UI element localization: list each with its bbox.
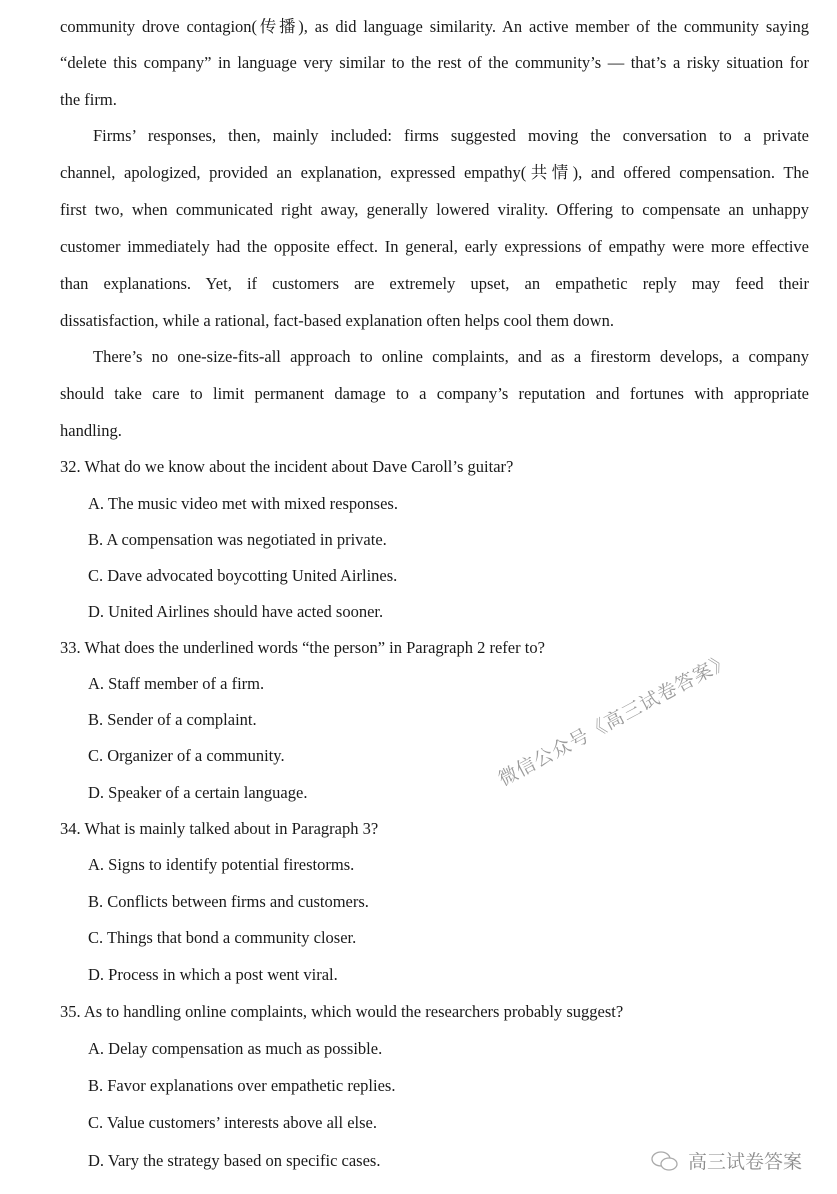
answer-option: B. Sender of a complaint. — [88, 710, 257, 729]
answer-option: B. Conflicts between firms and customers. — [88, 892, 369, 911]
paragraph-line: than explanations. Yet, if customers are extremely upset, an empathetic reply may feed their — [60, 274, 809, 293]
question-stem: 33. What does the underlined words “the person” in Paragraph 2 refer to? — [60, 638, 545, 657]
paragraph-line: There’s no one-size-fits-all approach to online complaints, and as a firestorm develops, a company — [93, 347, 809, 366]
paragraph-line: dissatisfaction, while a rational, fact-based explanation often helps cool them down. — [60, 311, 614, 330]
answer-option: C. Dave advocated boycotting United Airlines. — [88, 566, 398, 585]
answer-option: A. The music video met with mixed responses. — [88, 494, 398, 513]
paragraph-line: handling. — [60, 421, 122, 440]
answer-option: D. United Airlines should have acted sooner. — [88, 602, 384, 621]
paragraph-line: channel, apologized, provided an explanation, expressed empathy(共情), and offered compensation. The — [60, 163, 809, 182]
answer-option: C. Things that bond a community closer. — [88, 928, 357, 947]
watermark: 微信公众号《高三试卷答案》 — [494, 649, 735, 791]
answer-option: D. Process in which a post went viral. — [88, 965, 338, 984]
answer-option: A. Staff member of a firm. — [88, 674, 265, 693]
paragraph-line: first two, when communicated right away, generally lowered virality. Offering to compensate an unhappy — [60, 200, 809, 219]
wechat-logo — [650, 1147, 802, 1174]
paragraph-line: the firm. — [60, 90, 117, 109]
question-stem: 32. What do we know about the incident about Dave Caroll’s guitar? — [60, 457, 514, 476]
wechat-icon — [650, 1149, 680, 1173]
answer-option: D. Vary the strategy based on specific cases. — [88, 1151, 381, 1170]
paragraph-line: Firms’ responses, then, mainly included: firms suggested moving the conversation to a private — [93, 126, 809, 145]
question-stem: 34. What is mainly talked about in Paragraph 3? — [60, 819, 379, 838]
paragraph-line: customer immediately had the opposite effect. In general, early expressions of empathy were more effective — [60, 237, 809, 256]
paragraph-line: should take care to limit permanent damage to a company’s reputation and fortunes with appropriate — [60, 384, 809, 403]
logo-text: 高三试卷答案 — [688, 1151, 803, 1173]
answer-option: B. Favor explanations over empathetic replies. — [88, 1076, 396, 1095]
answer-option: B. A compensation was negotiated in private. — [88, 530, 387, 549]
answer-option: C. Value customers’ interests above all else. — [88, 1113, 377, 1132]
paragraph-line: community drove contagion(传播), as did language similarity. An active member of the community saying — [60, 17, 809, 36]
answer-option: C. Organizer of a community. — [88, 746, 285, 765]
answer-option: A. Signs to identify potential firestorms. — [88, 855, 355, 874]
question-stem: 35. As to handling online complaints, which would the researchers probably suggest? — [60, 1002, 624, 1021]
paragraph-line: “delete this company” in language very similar to the rest of the community’s — that’s a risky situation for — [60, 53, 809, 72]
answer-option: D. Speaker of a certain language. — [88, 783, 308, 802]
answer-option: A. Delay compensation as much as possible. — [88, 1039, 383, 1058]
